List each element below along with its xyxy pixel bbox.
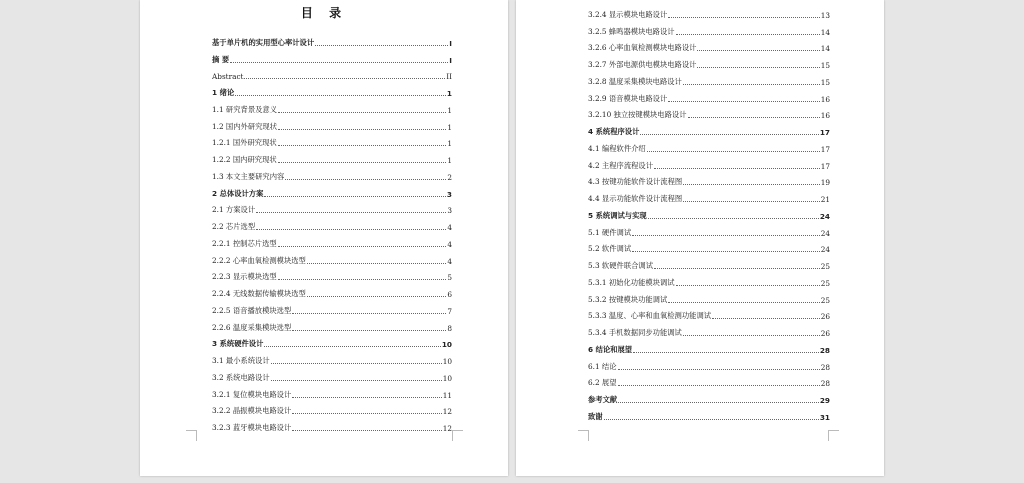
toc-entry-label: 3.1 最小系统设计 bbox=[212, 356, 270, 365]
toc-entry-label: 1.2 国内外研究现状 bbox=[212, 121, 278, 131]
toc-leader-dots bbox=[271, 380, 442, 381]
toc-entry-label: 5.2 软件调试 bbox=[588, 244, 632, 254]
toc-entry-label: 3.2.7 外部电源供电模块电路设计 bbox=[588, 60, 697, 69]
toc-leader-dots bbox=[654, 268, 820, 269]
toc-leader-dots bbox=[668, 17, 819, 18]
toc-entry[interactable] bbox=[212, 383, 452, 400]
toc-entry[interactable] bbox=[588, 254, 830, 271]
toc-entry-page: 25 bbox=[820, 278, 830, 288]
toc-entry-page: 29 bbox=[819, 396, 830, 405]
toc-entry-page: 28 bbox=[819, 345, 830, 355]
toc-leader-dots bbox=[292, 413, 441, 414]
toc-entry[interactable] bbox=[588, 187, 830, 204]
toc-entry-page: 24 bbox=[820, 228, 830, 238]
toc-entry-label: 3.2.3 蓝牙模块电路设计 bbox=[212, 423, 292, 432]
toc-entry-label: 4.1 编程软件介绍 bbox=[588, 143, 646, 153]
toc-leader-dots bbox=[618, 402, 819, 403]
toc-entry-page: 19 bbox=[820, 178, 830, 188]
toc-entry[interactable] bbox=[212, 400, 452, 417]
toc-entry-page: 25 bbox=[820, 262, 830, 271]
toc-entry-page: 1 bbox=[447, 139, 452, 149]
toc-entry-label: 4 系统程序设计 bbox=[588, 127, 640, 136]
toc-leader-dots bbox=[683, 201, 820, 202]
toc-entry-label: 5.1 硬件调试 bbox=[588, 227, 632, 237]
toc-entry[interactable] bbox=[588, 20, 830, 37]
toc-leader-dots bbox=[632, 235, 820, 236]
toc-entry-label: 5.3 软硬件联合调试 bbox=[588, 261, 654, 270]
toc-entry-label: 2.2 芯片选型 bbox=[212, 222, 256, 231]
toc-entry-label: 2.2.4 无线数据传输模块选型 bbox=[212, 289, 306, 298]
toc-leader-dots bbox=[618, 385, 820, 386]
toc-leader-dots bbox=[640, 134, 818, 135]
toc-entry-label: 1.3 本文主要研究内容 bbox=[212, 171, 285, 181]
margin-corner-mark bbox=[578, 430, 589, 441]
toc-leader-dots bbox=[618, 369, 820, 370]
toc-entry-page: 2 bbox=[447, 172, 452, 182]
toc-leader-dots bbox=[278, 279, 447, 280]
toc-entry-label: 3.2.8 温度采集模块电路设计 bbox=[588, 76, 682, 86]
toc-entry-page: 12 bbox=[442, 424, 452, 433]
toc-leader-dots bbox=[683, 84, 820, 85]
toc-entry[interactable] bbox=[588, 321, 830, 338]
margin-corner-mark bbox=[186, 430, 197, 441]
toc-entry-page: 4 bbox=[447, 239, 452, 249]
toc-entry[interactable] bbox=[588, 3, 830, 20]
toc-leader-dots bbox=[244, 78, 445, 79]
toc-entry-label: 1.1 研究背景及意义 bbox=[212, 104, 278, 114]
toc-entry-page: 15 bbox=[820, 61, 830, 70]
toc-entry[interactable] bbox=[212, 132, 452, 149]
toc-leader-dots bbox=[292, 313, 446, 314]
toc-entry-label: 3.2.6 心率血氧检测模块电路设计 bbox=[588, 43, 697, 53]
toc-leader-dots bbox=[648, 218, 819, 219]
toc-entry-page: 24 bbox=[819, 211, 830, 221]
toc-entry-label: 4.3 按键功能软件设计流程图 bbox=[588, 177, 683, 187]
toc-leader-dots bbox=[668, 302, 819, 303]
toc-entry-page: 1 bbox=[447, 122, 452, 132]
toc-entry-page: 31 bbox=[819, 412, 830, 422]
toc-entry-page: 1 bbox=[447, 156, 452, 165]
toc-entry-label: 2.1 方案设计 bbox=[212, 205, 256, 215]
toc-leader-dots bbox=[315, 45, 448, 46]
toc-entry-label: 5.3.4 手机数据同步功能调试 bbox=[588, 328, 682, 337]
toc-entry-page: I bbox=[449, 55, 452, 65]
toc-entry-label: 2.2.5 语音播放模块选型 bbox=[212, 305, 292, 315]
toc-entry-label: 3.2 系统电路设计 bbox=[212, 372, 270, 382]
toc-entry-page: 17 bbox=[820, 161, 830, 171]
toc-leader-dots bbox=[307, 263, 446, 264]
toc-entry[interactable] bbox=[588, 305, 830, 322]
toc-entry[interactable] bbox=[588, 87, 830, 104]
toc-entry-label: 3 系统硬件设计 bbox=[212, 339, 264, 349]
toc-entry[interactable] bbox=[588, 238, 830, 255]
toc-leader-dots bbox=[683, 335, 820, 336]
toc-entry-label: 2.2.2 心率血氧检测模块选型 bbox=[212, 255, 306, 265]
toc-leader-dots bbox=[256, 229, 446, 230]
toc-entry-page: 13 bbox=[820, 10, 830, 20]
toc-entry-label: 2.2.6 温度采集模块选型 bbox=[212, 322, 292, 332]
toc-entry-label: 6.2 展望 bbox=[588, 378, 617, 388]
toc-title: 目 录 bbox=[300, 6, 348, 20]
toc-entry[interactable] bbox=[588, 104, 830, 121]
toc-entry-page: 7 bbox=[447, 306, 452, 316]
toc-entry-label: 1.2.1 国外研究现状 bbox=[212, 138, 277, 148]
margin-corner-mark bbox=[452, 430, 463, 441]
toc-leader-dots bbox=[292, 430, 441, 431]
toc-entry[interactable] bbox=[588, 221, 830, 238]
toc-leader-dots bbox=[278, 129, 446, 130]
toc-entry-page: 3 bbox=[447, 206, 452, 216]
toc-entry-label: 3.2.1 复位模块电路设计 bbox=[212, 389, 292, 399]
toc-entry[interactable] bbox=[588, 204, 830, 221]
toc-entry-label: 2 总体设计方案 bbox=[212, 188, 264, 198]
toc-entry[interactable] bbox=[212, 266, 452, 283]
toc-leader-dots bbox=[668, 101, 819, 102]
toc-entry-label: 3.2.2 晶振模块电路设计 bbox=[212, 406, 292, 416]
toc-leader-dots bbox=[278, 246, 447, 247]
toc-entry[interactable] bbox=[212, 148, 452, 165]
toc-leader-dots bbox=[676, 285, 820, 286]
toc-entry-label: 1 绪论 bbox=[212, 88, 235, 97]
toc-entry-label: 3.2.4 显示模块电路设计 bbox=[588, 9, 668, 19]
toc-entry-page: 10 bbox=[442, 373, 452, 383]
toc-leader-dots bbox=[683, 184, 820, 185]
toc-entry[interactable] bbox=[212, 81, 452, 98]
toc-entry[interactable] bbox=[212, 249, 452, 266]
toc-entry-page: 16 bbox=[820, 94, 830, 104]
document-page-right bbox=[516, 0, 884, 476]
toc-entry[interactable] bbox=[212, 333, 452, 350]
toc-entry-label: 5.3.2 按键模块功能调试 bbox=[588, 294, 668, 304]
toc-leader-dots bbox=[697, 67, 819, 68]
toc-entry-page: 21 bbox=[820, 195, 830, 204]
toc-entry-label: 6.1 结论 bbox=[588, 361, 617, 371]
toc-entry[interactable] bbox=[212, 182, 452, 199]
toc-entry[interactable] bbox=[588, 154, 830, 171]
toc-entry-page: 17 bbox=[819, 128, 830, 137]
toc-entry[interactable] bbox=[212, 366, 452, 383]
toc-entry[interactable] bbox=[212, 299, 452, 316]
toc-entry-label: 基于单片机的实用型心率计设计 bbox=[212, 37, 315, 47]
toc-entry-label: 2.2.3 显示模块选型 bbox=[212, 272, 277, 282]
toc-entry[interactable] bbox=[588, 171, 830, 188]
toc-entry[interactable] bbox=[588, 53, 830, 70]
toc-entry[interactable] bbox=[588, 388, 830, 405]
toc-entry[interactable] bbox=[588, 405, 830, 422]
toc-entry-page: 12 bbox=[442, 407, 452, 417]
toc-entry[interactable] bbox=[212, 199, 452, 216]
toc-leader-dots bbox=[632, 251, 820, 252]
toc-entry-page: 17 bbox=[820, 144, 830, 154]
toc-leader-dots bbox=[264, 346, 440, 347]
toc-entry[interactable] bbox=[212, 31, 452, 48]
toc-leader-dots bbox=[264, 196, 446, 197]
toc-entry[interactable] bbox=[588, 355, 830, 372]
toc-entry-label: 3.2.10 独立按键模块电路设计 bbox=[588, 110, 687, 120]
toc-entry[interactable] bbox=[212, 316, 452, 333]
toc-entry-label: 参考文献 bbox=[588, 395, 618, 404]
toc-entry-page: 8 bbox=[447, 323, 452, 333]
toc-leader-dots bbox=[712, 318, 820, 319]
toc-leader-dots bbox=[256, 212, 446, 213]
toc-entry-page: 28 bbox=[820, 362, 830, 372]
toc-leader-dots bbox=[604, 419, 819, 420]
toc-entry-page: 26 bbox=[820, 312, 830, 322]
toc-entry-page: I bbox=[449, 38, 452, 48]
toc-leader-dots bbox=[230, 62, 448, 63]
toc-entry[interactable] bbox=[588, 137, 830, 154]
toc-leader-dots bbox=[654, 168, 820, 169]
toc-entry-label: 摘 要 bbox=[212, 54, 230, 64]
toc-entry[interactable] bbox=[212, 282, 452, 299]
toc-entry[interactable] bbox=[212, 65, 452, 82]
toc-entry[interactable] bbox=[212, 416, 452, 433]
toc-entry-page: 25 bbox=[820, 295, 830, 305]
toc-leader-dots bbox=[633, 352, 819, 353]
toc-list bbox=[588, 3, 830, 422]
toc-entry-label: 1.2.2 国内研究现状 bbox=[212, 155, 277, 164]
toc-entry[interactable] bbox=[588, 338, 830, 355]
toc-entry-page: 14 bbox=[820, 27, 830, 37]
toc-entry-label: 6 结论和展望 bbox=[588, 344, 633, 354]
toc-entry-page: 15 bbox=[820, 77, 830, 87]
toc-entry[interactable] bbox=[588, 120, 830, 137]
margin-corner-mark bbox=[828, 430, 839, 441]
toc-entry-label: 4.4 显示功能软件设计流程图 bbox=[588, 194, 683, 203]
toc-entry-label: 3.2.5 蜂鸣器模块电路设计 bbox=[588, 26, 675, 36]
toc-entry-page: II bbox=[446, 72, 452, 82]
toc-entry[interactable] bbox=[212, 48, 452, 65]
toc-leader-dots bbox=[697, 50, 819, 51]
toc-entry-page: 14 bbox=[820, 44, 830, 54]
toc-entry-page: 4 bbox=[447, 223, 452, 232]
toc-entry-page: 1 bbox=[447, 105, 452, 115]
toc-leader-dots bbox=[278, 162, 447, 163]
toc-entry-page: 28 bbox=[820, 379, 830, 389]
toc-entry-page: 5 bbox=[447, 273, 452, 283]
toc-entry[interactable] bbox=[212, 349, 452, 366]
toc-entry[interactable] bbox=[212, 98, 452, 115]
toc-entry[interactable] bbox=[212, 232, 452, 249]
toc-entry[interactable] bbox=[212, 115, 452, 132]
toc-entry-page: 3 bbox=[446, 189, 452, 199]
toc-entry-label: 3.2.9 语音模块电路设计 bbox=[588, 93, 668, 103]
toc-entry-page: 6 bbox=[447, 290, 452, 299]
toc-leader-dots bbox=[292, 397, 441, 398]
toc-entry-page: 11 bbox=[442, 390, 452, 400]
toc-entry-label: 5.3.3 温度、心率和血氧检测功能调试 bbox=[588, 311, 712, 321]
document-page-left bbox=[140, 0, 508, 476]
toc-entry-page: 4 bbox=[447, 256, 452, 266]
toc-leader-dots bbox=[271, 363, 442, 364]
toc-entry-label: 致谢 bbox=[588, 411, 603, 421]
toc-entry-label: 5.3.1 初始化功能模块调试 bbox=[588, 277, 675, 287]
toc-leader-dots bbox=[278, 112, 446, 113]
toc-leader-dots bbox=[676, 34, 820, 35]
toc-entry-page: 1 bbox=[446, 89, 452, 98]
toc-entry[interactable] bbox=[212, 165, 452, 182]
toc-entry[interactable] bbox=[588, 372, 830, 389]
toc-leader-dots bbox=[647, 151, 820, 152]
toc-leader-dots bbox=[278, 145, 447, 146]
toc-list bbox=[212, 31, 452, 433]
toc-leader-dots bbox=[292, 330, 446, 331]
toc-entry-label: Abstract bbox=[212, 72, 244, 82]
toc-entry[interactable] bbox=[588, 37, 830, 54]
toc-entry[interactable] bbox=[588, 70, 830, 87]
toc-entry-label: 2.2.1 控制芯片选型 bbox=[212, 238, 277, 248]
toc-entry-page: 10 bbox=[441, 340, 452, 350]
toc-leader-dots bbox=[235, 95, 446, 96]
toc-entry-page: 24 bbox=[820, 245, 830, 255]
toc-leader-dots bbox=[688, 117, 820, 118]
toc-leader-dots bbox=[285, 179, 446, 180]
toc-entry-page: 26 bbox=[820, 329, 830, 338]
toc-entry[interactable] bbox=[588, 271, 830, 288]
toc-entry-label: 5 系统调试与实现 bbox=[588, 210, 647, 220]
toc-entry-page: 10 bbox=[442, 357, 452, 366]
toc-entry-page: 16 bbox=[820, 111, 830, 121]
toc-entry[interactable] bbox=[212, 215, 452, 232]
toc-leader-dots bbox=[307, 296, 446, 297]
toc-entry[interactable] bbox=[588, 288, 830, 305]
toc-entry-label: 4.2 主程序流程设计 bbox=[588, 160, 654, 170]
